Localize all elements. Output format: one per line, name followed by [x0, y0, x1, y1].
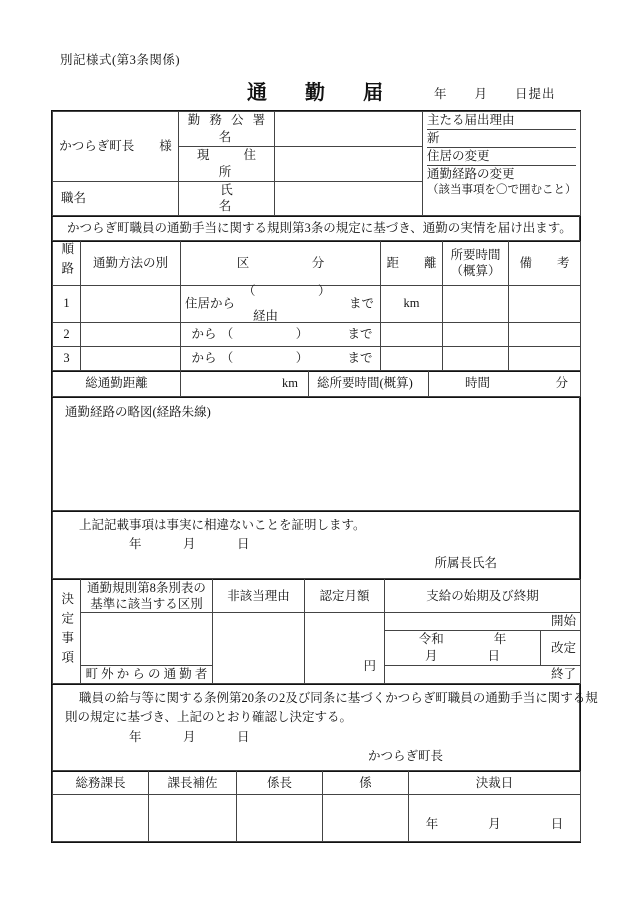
row3-via-paren: （ ） [220, 350, 309, 365]
reason-item-route-change[interactable]: 通勤経路の変更 [427, 166, 515, 181]
current-address-input[interactable] [275, 146, 423, 181]
non-applicable-label: 非該当理由 [213, 579, 305, 613]
route-total-table [52, 371, 581, 397]
current-address-label: 現 住 所 [179, 146, 275, 181]
total-distance-label: 総通勤距離 [53, 371, 181, 396]
decision-side-label: 決定事項 [53, 579, 81, 683]
route-row-1 [53, 285, 581, 322]
row2-distance-input[interactable] [381, 322, 443, 346]
decision-statement-line2: 則の規定に基づき、上記のとおり確認し決定する。 [65, 710, 353, 725]
row1-to: まで [348, 296, 374, 311]
route-table [52, 241, 581, 370]
criteria-value: 町 外 か ら の 通 勤 者 [81, 665, 213, 683]
header-method: 通勤方法の別 [81, 242, 181, 285]
certification-table [52, 511, 580, 579]
period-end-label: 終了 [541, 665, 581, 683]
route-map-area[interactable] [53, 397, 580, 510]
criteria-input[interactable] [81, 613, 213, 666]
addressee-label: かつらぎ町長 様 [53, 112, 179, 182]
row1-via-paren: （ ） [243, 283, 331, 298]
decision-statement-table [52, 684, 598, 772]
certification-block [53, 511, 580, 578]
total-time-label: 総所要時間(概算) [309, 371, 429, 396]
row1-no: 1 [53, 285, 81, 322]
map-table [52, 397, 580, 511]
payment-period-label: 支給の始期及び終期 [385, 579, 581, 613]
period-revise-label: 改定 [541, 631, 581, 666]
period-era-date[interactable]: 令和 年 月 日 [385, 631, 541, 666]
row1-distance[interactable]: km [381, 285, 443, 322]
decision-statement-line1: 職員の給与等に関する条例第20条の2及び同条に基づくかつらぎ町職員の通勤手当に関する規 [79, 690, 598, 705]
submission-date-line: 年 月 日提出 [434, 87, 556, 101]
row3-no: 3 [53, 346, 81, 370]
total-time-value[interactable] [429, 371, 581, 396]
approval-stamp-3[interactable] [323, 795, 409, 842]
decision-statement-block [53, 684, 598, 771]
approval-header-3: 係 [323, 772, 409, 795]
row3-remarks-input[interactable] [509, 346, 581, 370]
row3-method-input[interactable] [81, 346, 181, 370]
row2-section[interactable] [181, 322, 381, 346]
job-title-label: 職名 [53, 181, 179, 216]
declaration-text: かつらぎ町職員の通勤手当に関する規則第3条の規定に基づき、通勤の実情を届け出ます。 [53, 217, 580, 241]
declaration-table [52, 216, 580, 241]
certification-text: 上記記載事項は事実に相違ないことを証明します。 [79, 517, 366, 532]
total-distance-value[interactable]: km [181, 371, 309, 396]
approval-header-4: 決裁日 [409, 772, 581, 795]
approval-table [52, 771, 581, 842]
approval-stamp-2[interactable] [237, 795, 323, 842]
reason-heading: 主たる届出理由 [427, 112, 576, 130]
approval-header-1: 課長補佐 [149, 772, 237, 795]
row1-method-input[interactable] [81, 285, 181, 322]
form-number: 別記様式(第3条関係) [60, 53, 181, 67]
non-applicable-input[interactable] [213, 613, 305, 684]
addressee-table [52, 111, 581, 216]
row2-remarks-input[interactable] [509, 322, 581, 346]
row2-via-paren: （ ） [220, 326, 309, 341]
reason-note: （該当事項を〇で囲むこと） [427, 183, 577, 196]
certification-signer-label[interactable]: 所属長氏名 [434, 556, 497, 571]
route-row-3 [53, 346, 581, 370]
header-distance: 距 離 [381, 242, 443, 285]
row2-to: まで [347, 326, 373, 341]
decision-statement-signer: かつらぎ町長 [367, 748, 443, 763]
decision-statement-date[interactable]: 年 月 日 [129, 729, 251, 744]
row2-from: から [191, 326, 217, 341]
office-name-input[interactable] [275, 112, 423, 147]
approval-stamp-1[interactable] [149, 795, 237, 842]
map-label: 通勤経路の略図(経路朱線) [65, 404, 211, 419]
approval-decision-date[interactable]: 年 月 日 [409, 795, 581, 842]
office-name-label: 勤 務 公 署 名 [179, 112, 275, 147]
period-start-value[interactable] [385, 613, 541, 631]
header-order: 順路 [53, 242, 81, 285]
criteria-label: 通勤規則第8条別表の 基準に該当する区別 [81, 579, 213, 613]
header-section: 区 分 [181, 242, 381, 285]
row1-section[interactable] [181, 285, 381, 322]
row3-distance-input[interactable] [381, 346, 443, 370]
currency-unit: 円 [363, 658, 376, 673]
row1-time-input[interactable] [443, 285, 509, 322]
reason-item-residence-change[interactable]: 住居の変更 [427, 148, 576, 166]
approval-header-2: 係長 [237, 772, 323, 795]
approved-amount-input[interactable] [305, 613, 385, 684]
row1-from: 住居から [185, 296, 236, 311]
row3-from: から [191, 350, 217, 365]
approved-amount-label: 認定月額 [305, 579, 385, 613]
row3-section[interactable] [181, 346, 381, 370]
row3-to: まで [347, 350, 373, 365]
row2-no: 2 [53, 322, 81, 346]
decision-table [52, 579, 581, 684]
row2-time-input[interactable] [443, 322, 509, 346]
total-minute-unit: 分 [555, 376, 568, 391]
row1-via: 経由 [253, 308, 279, 323]
main-form-frame [51, 110, 598, 843]
total-hour-unit: 時間 [465, 376, 491, 391]
header-time: 所要時間 （概算） [443, 242, 509, 285]
row3-time-input[interactable] [443, 346, 509, 370]
period-start-label: 開始 [541, 613, 581, 631]
row2-method-input[interactable] [81, 322, 181, 346]
row1-remarks-input[interactable] [509, 285, 581, 322]
certification-date[interactable]: 年 月 日 [129, 537, 251, 551]
period-end-value[interactable] [385, 665, 541, 683]
reason-cell [423, 112, 581, 216]
reason-item-new[interactable]: 新 [427, 130, 576, 148]
page-title: 通 勤 届 [247, 82, 392, 104]
header-remarks: 備 考 [509, 242, 581, 285]
approval-stamp-0[interactable] [53, 795, 149, 842]
route-row-2 [53, 322, 581, 346]
approval-header-0: 総務課長 [53, 772, 149, 795]
name-label: 氏 名 [179, 181, 275, 216]
